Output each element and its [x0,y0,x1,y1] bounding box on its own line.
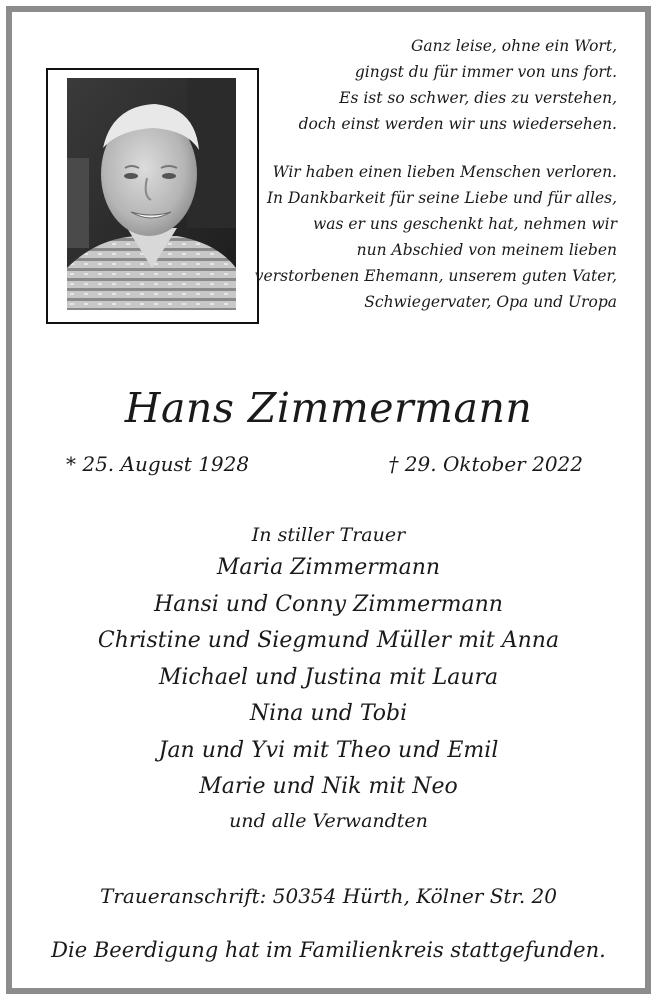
death-date: † 29. Oktober 2022 [388,452,583,476]
memorial-poem [237,33,617,315]
poem-line: nun Abschied von meinem lieben [356,241,617,259]
mourners-intro: In stiller Trauer [251,524,406,546]
mourner-name: Maria Zimmermann [216,555,441,580]
poem-line: was er uns geschenkt hat, nehmen wir [312,215,617,233]
birth-date: * 25. August 1928 [66,452,250,476]
poem-line: In Dankbarkeit für seine Liebe und für alles, [266,189,617,207]
mourning-address: Traueranschrift: 50354 Hürth, Kölner Str. 20 [100,884,557,908]
portrait-image-icon [67,78,236,310]
mourner-name: Hansi und Conny Zimmermann [154,591,503,617]
poem-line: gingst du für immer von uns fort. [354,63,617,81]
funeral-note: Die Beerdigung hat im Familienkreis stattgefunden. [51,938,606,962]
obituary-frame [6,6,651,994]
mourner-name: Marie und Nik mit Neo [199,774,458,799]
mourners-outro: und alle Verwandten [229,809,428,832]
mourner-name: Jan und Yvi mit Theo und Emil [158,737,499,763]
poem-line: Schwiegervater, Opa und Uropa [364,293,617,311]
poem-line: Ganz leise, ohne ein Wort, [411,37,617,55]
poem-line: Wir haben einen lieben Menschen verloren. [272,163,617,181]
poem-line: Es ist so schwer, dies zu verstehen, [339,89,617,107]
poem-line: verstorbenen Ehemann, unserem guten Vater, [254,267,617,285]
deceased-name: Hans Zimmermann [124,384,533,432]
mourner-name: Christine und Siegmund Müller mit Anna [97,628,560,653]
poem-stanza-1 [237,33,617,137]
portrait-frame [46,68,259,324]
mourners-list [12,520,645,836]
poem-stanza-2 [237,159,617,315]
mourner-name: Michael und Justina mit Laura [158,664,499,690]
mourner-name: Nina und Tobi [249,701,408,726]
poem-line: doch einst werden wir uns wiedersehen. [298,115,617,133]
portrait-photo [67,78,236,310]
